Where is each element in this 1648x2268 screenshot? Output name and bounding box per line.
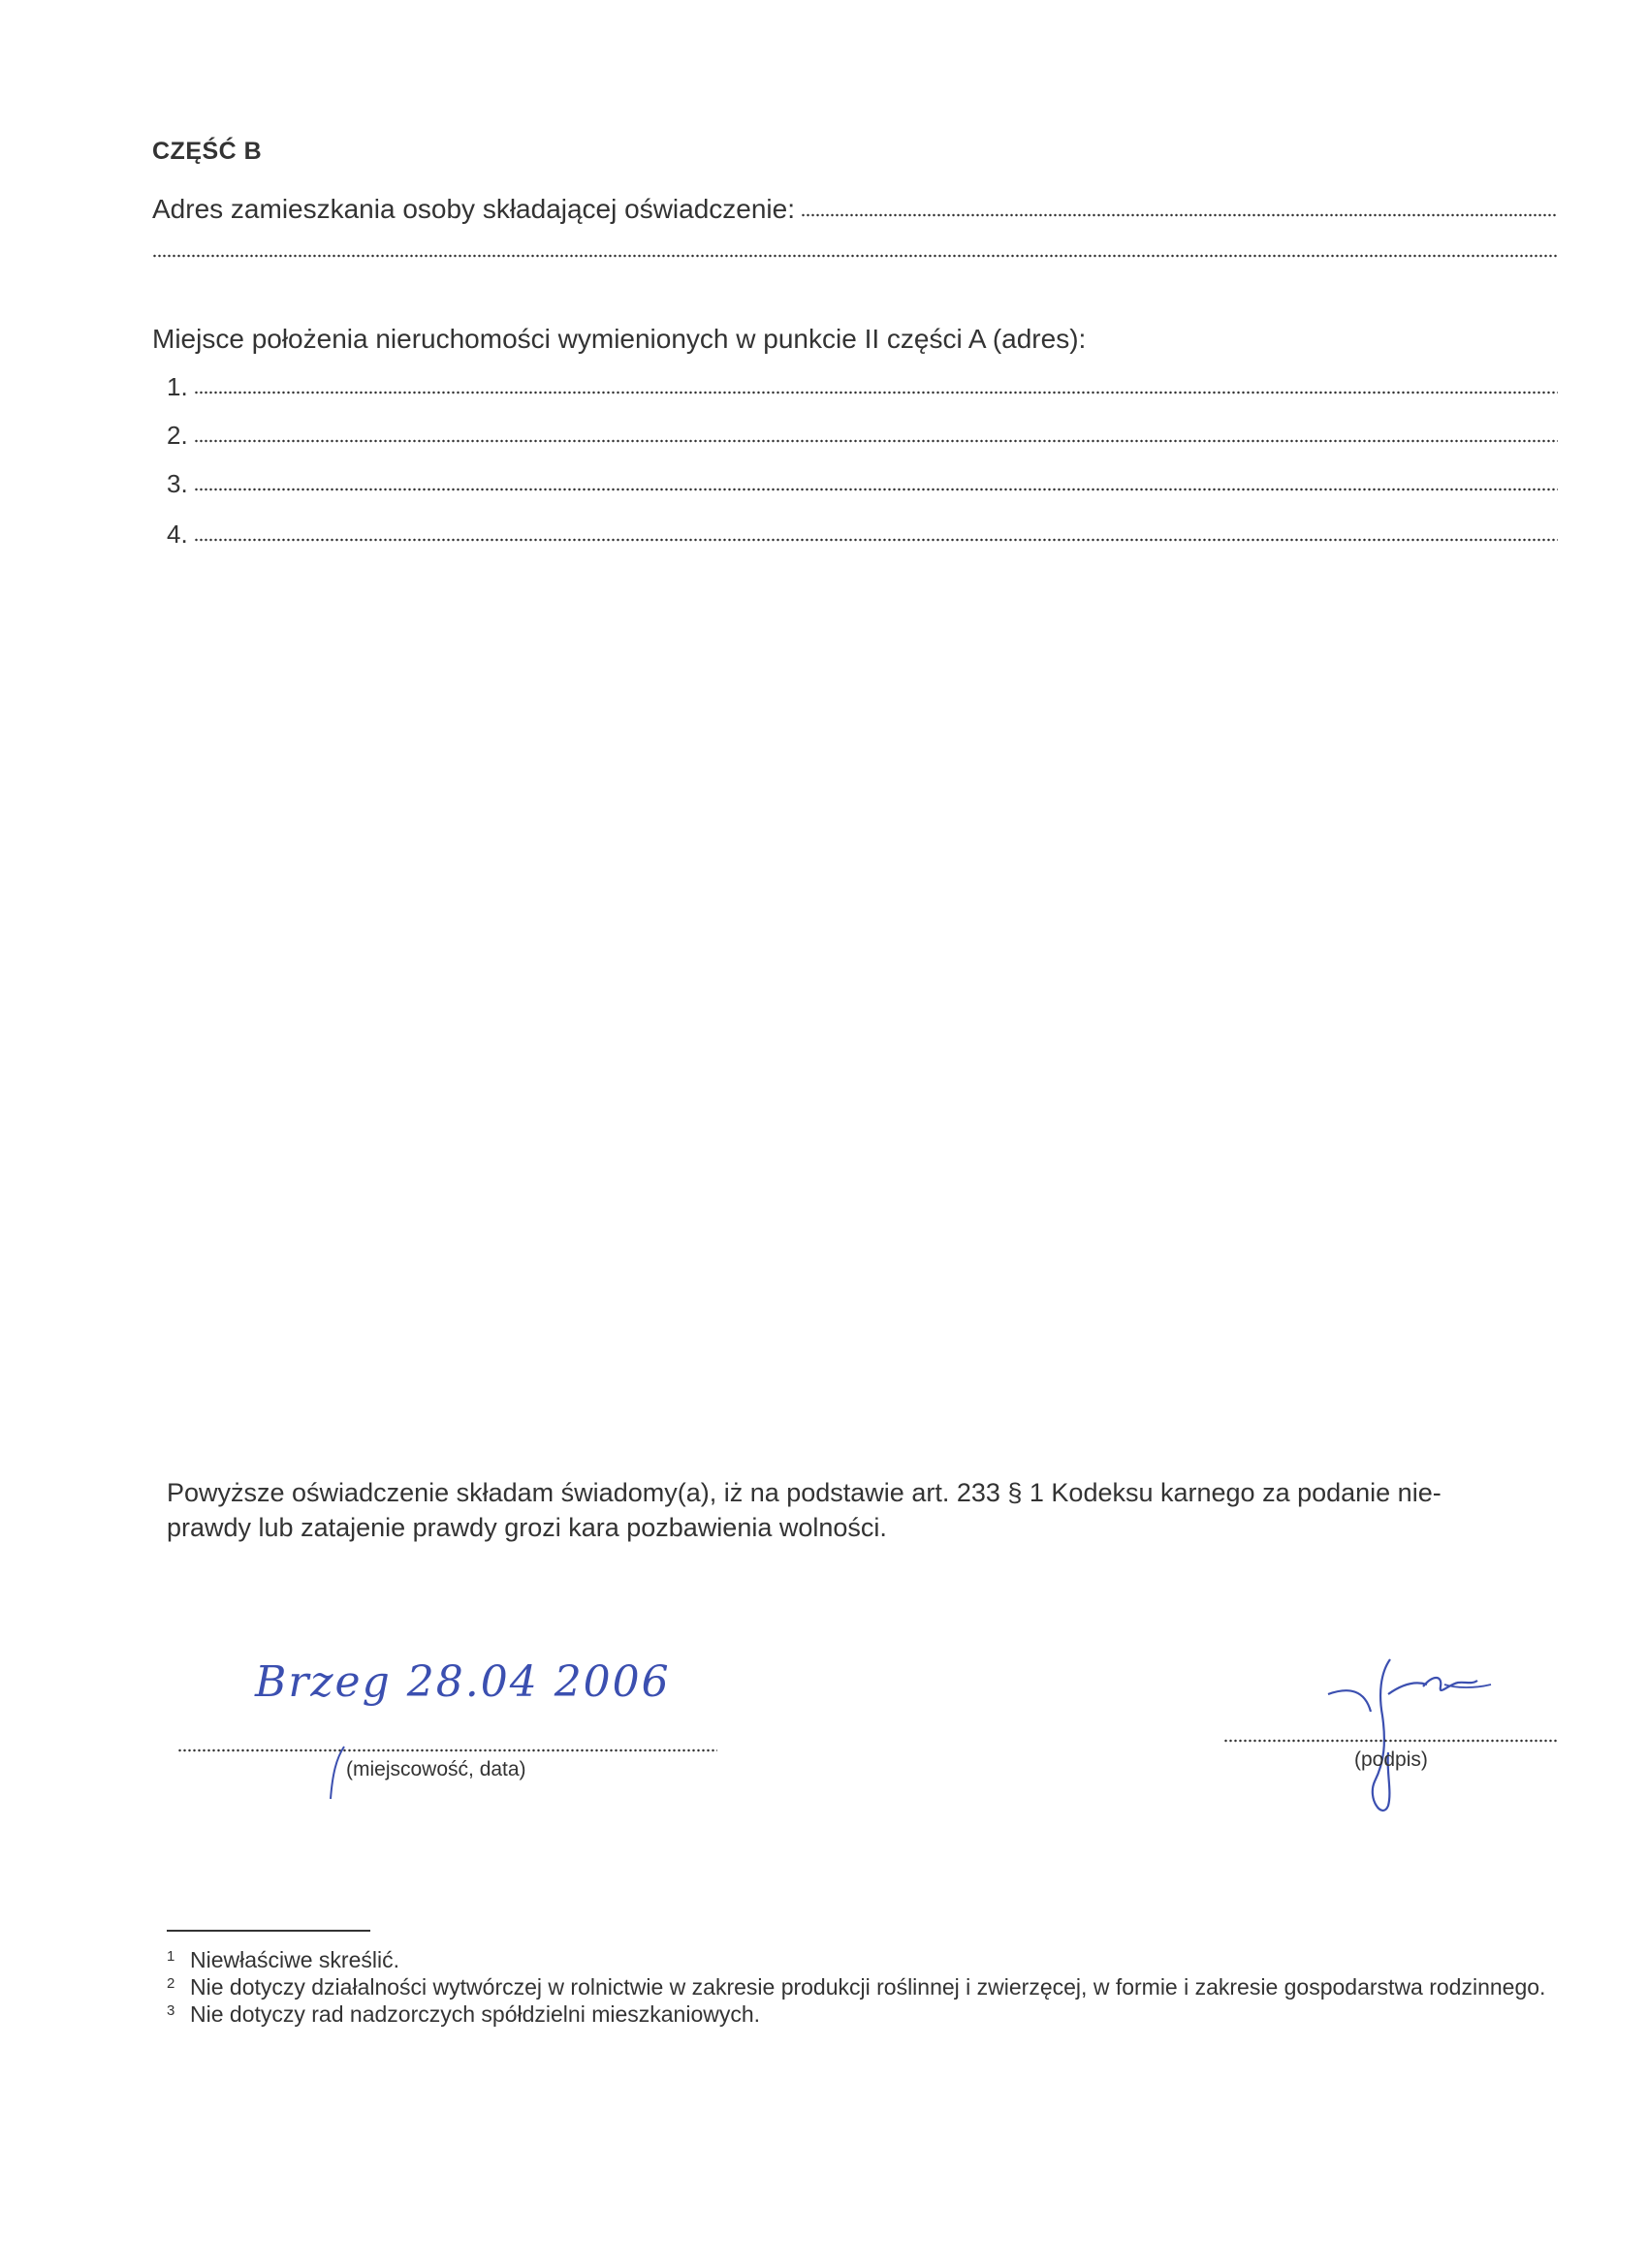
residence-address-dotted-line xyxy=(801,213,1558,217)
statement-line-2: prawdy lub zatajenie prawdy grozi kara pozbawienia wolności. xyxy=(167,1513,887,1542)
property-item-number: 2. xyxy=(167,421,188,450)
handwriting-stroke xyxy=(323,1745,352,1803)
footnote-3 xyxy=(167,2000,1582,2028)
property-item-dotted-line xyxy=(194,391,1558,394)
footnote-1 xyxy=(167,1946,1582,1973)
footnote-text: Niewłaściwe skreślić. xyxy=(190,1947,399,1972)
legal-statement xyxy=(167,1475,1572,1545)
residence-address-continuation xyxy=(152,254,1558,266)
footnote-marker: 3 xyxy=(167,2002,175,2019)
footnote-divider xyxy=(167,1930,370,1932)
section-title: CZĘŚĆ B xyxy=(152,138,263,165)
footnote-text: Nie dotyczy działalności wytwórczej w rolnictwie w zakresie produkcji roślinnej i zwierzęcej, w formie i zakresie gospodarstwa rodzinnego. xyxy=(190,1974,1546,2000)
residence-address-label: Adres zamieszkania osoby składającej oświadczenie: xyxy=(152,194,796,224)
statement-line-1: Powyższe oświadczenie składam świadomy(a), iż na podstawie art. 233 § 1 Kodeksu karnego za podanie nie- xyxy=(167,1478,1442,1507)
place-date-block xyxy=(177,1657,717,1785)
residence-address-field xyxy=(152,194,1558,225)
place-date-caption: (miejscowość, data) xyxy=(346,1758,526,1780)
signature-block xyxy=(1223,1655,1558,1830)
property-item-dotted-line xyxy=(194,439,1558,443)
signature-caption: (podpis) xyxy=(1354,1748,1428,1771)
handwritten-place-date: Brzeg 28.04 2006 xyxy=(255,1657,671,1707)
residence-address-dotted-line-2 xyxy=(152,254,1558,258)
footnote-2 xyxy=(167,1973,1582,2000)
property-item-2 xyxy=(167,421,1558,451)
property-location-heading xyxy=(152,324,1558,355)
property-location-label: Miejsce położenia nieruchomości wymienionych w punkcie II części A (adres): xyxy=(152,324,1087,354)
property-item-dotted-line xyxy=(194,538,1558,542)
property-item-number: 1. xyxy=(167,372,188,401)
place-date-dotted-line xyxy=(177,1748,717,1752)
signature-dotted-line xyxy=(1223,1739,1558,1743)
footnote-text: Nie dotyczy rad nadzorczych spółdzielni mieszkaniowych. xyxy=(190,2001,761,2027)
property-item-1 xyxy=(167,372,1558,402)
footnote-marker: 2 xyxy=(167,1975,175,1992)
property-item-4 xyxy=(167,520,1558,550)
footnotes xyxy=(167,1946,1582,2028)
property-item-number: 4. xyxy=(167,520,188,549)
property-item-3 xyxy=(167,469,1558,499)
footnote-marker: 1 xyxy=(167,1948,175,1965)
property-item-number: 3. xyxy=(167,469,188,498)
property-item-dotted-line xyxy=(194,488,1558,491)
